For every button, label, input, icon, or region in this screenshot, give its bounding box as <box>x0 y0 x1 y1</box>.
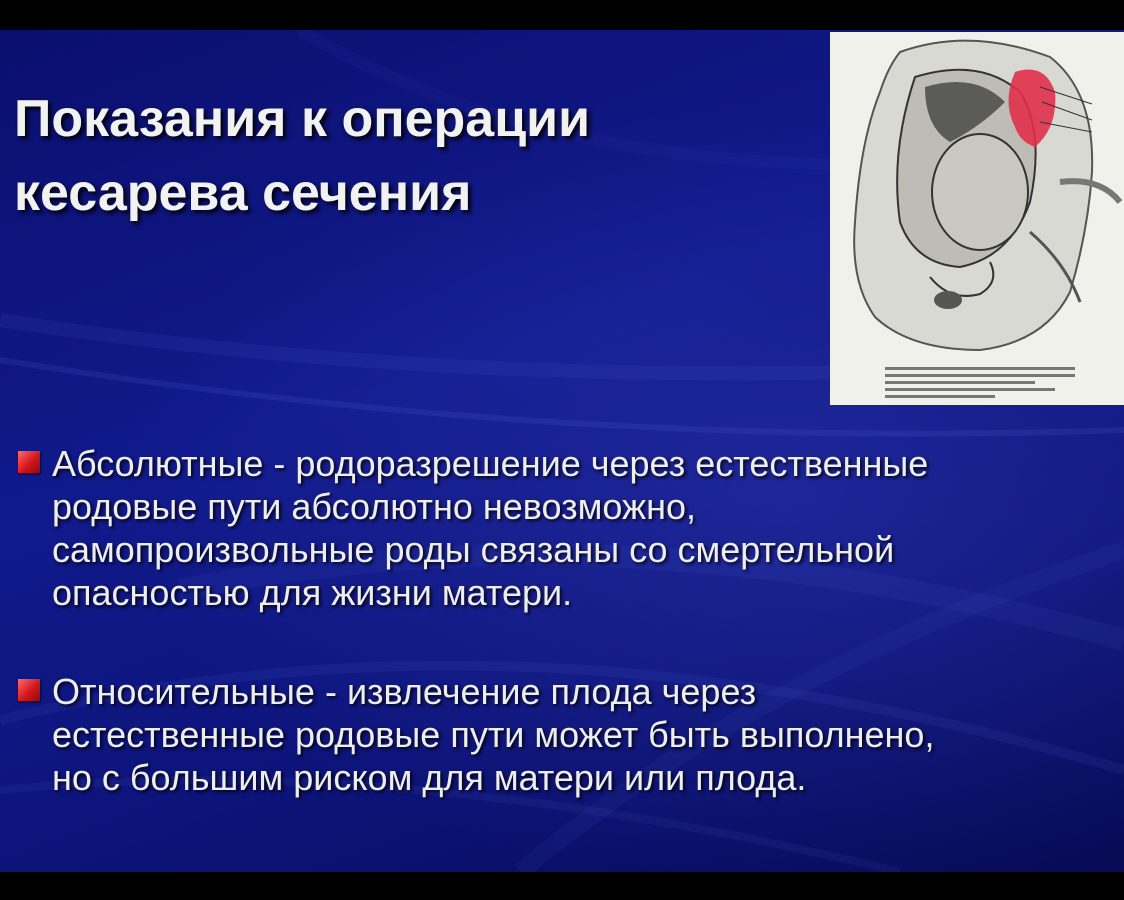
slide <box>0 30 1124 872</box>
bullet-relative-text <box>52 670 1114 799</box>
bullet-relative <box>14 670 1114 799</box>
bullet-line: но с большим риском для матери или плода. <box>52 757 807 798</box>
bullet-line: родовые пути абсолютно невозможно, <box>52 486 696 527</box>
title-line-1: Показания к операции <box>14 90 591 148</box>
bullet-line: опасностью для жизни матери. <box>52 572 573 613</box>
bullet-list <box>14 442 1114 799</box>
anatomical-illustration-icon <box>830 32 1124 405</box>
bullet-line: Абсолютные - родоразрешение через естественные <box>52 443 929 484</box>
square-bullet-icon <box>18 679 40 701</box>
bullet-line: Относительные - извлечение плода через <box>52 671 757 712</box>
slide-title <box>14 82 794 230</box>
bullet-absolute <box>14 442 1114 614</box>
square-bullet-icon <box>18 451 40 473</box>
title-line-2: кесарева сечения <box>14 164 472 222</box>
bullet-line: естественные родовые пути может быть выполнено, <box>52 714 935 755</box>
anatomical-figure <box>830 32 1124 405</box>
bullet-absolute-text <box>52 442 1114 614</box>
bullet-line: самопроизвольные роды связаны со смертельной <box>52 529 895 570</box>
